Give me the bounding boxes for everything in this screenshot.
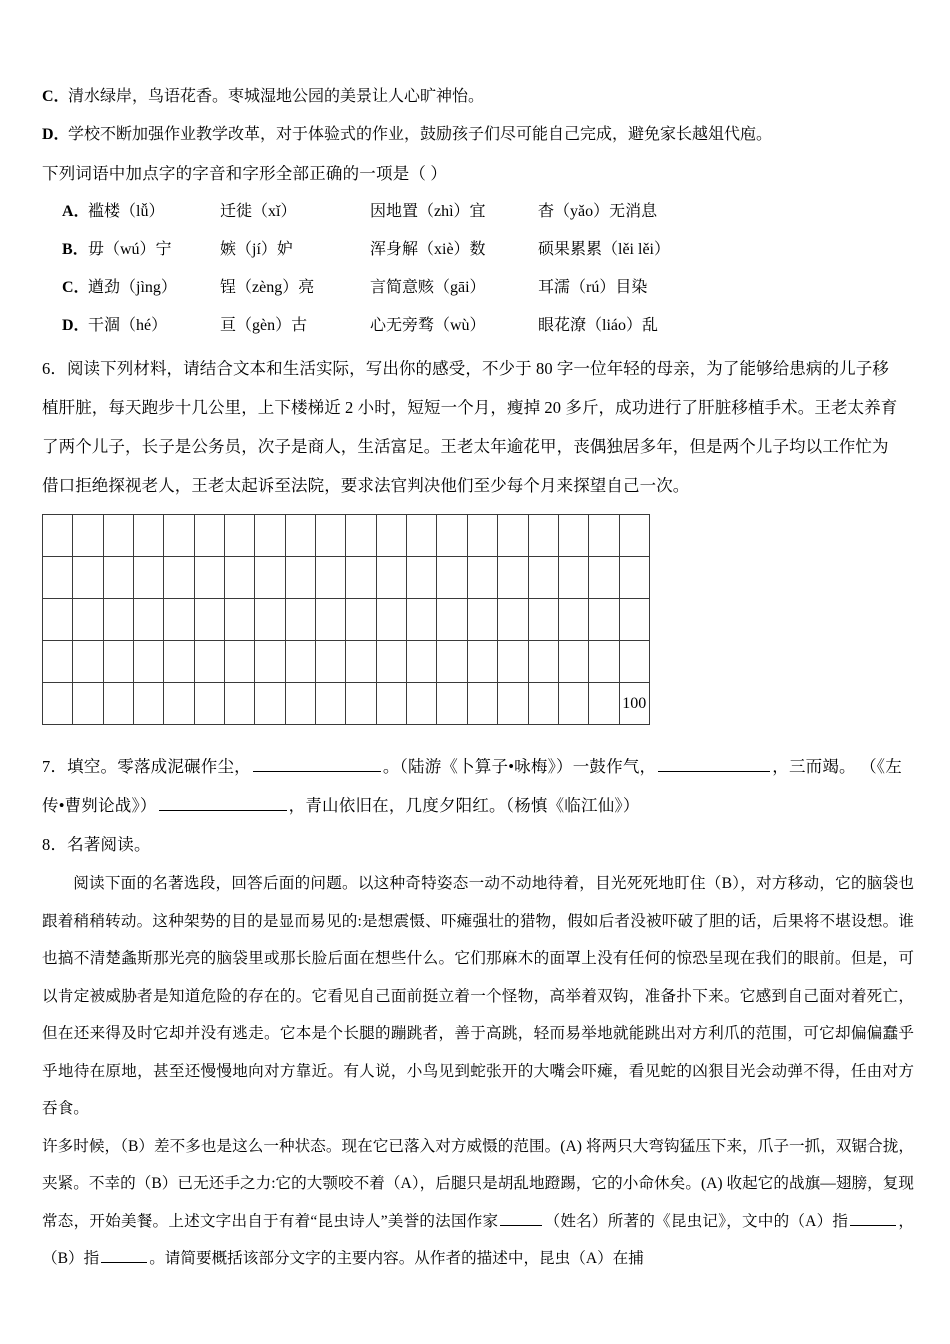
answer-grid-cell[interactable]: [134, 599, 164, 641]
answer-grid-cell[interactable]: [558, 683, 588, 725]
answer-grid-row: [43, 515, 650, 557]
answer-grid-cell[interactable]: [194, 515, 224, 557]
q8-passage-1: 阅读下面的名著选段，回答后面的问题。以这种奇特姿态一动不动地待着，目光死死地盯住（B），对方移动，它的脑袋也跟着稍稍转动。这种架势的目的是显而易见的:是想震慑、吓瘫强壮的猎物，假如后者没被吓破了胆的话，后果将不堪设想。谁也搞不清楚螽斯那光亮的脑袋里或那长脸后面在想些什么。它们那麻木的面罩上没有任何的惊恐呈现在我们的眼前。但是，可以肯定被威胁者是知道危险的存在的。它看见自己面前挺立着一个怪物，高举着双钩，准备扑下来。它感到自己面对着死亡，但在还来得及时它却并没有逃走。它本是个长腿的蹦跳者，善于高跳，轻而易举地就能跳出对方利爪的范围，可它却偏偏蠢乎乎地待在原地，甚至还慢慢地向对方靠近。有人说，小鸟见到蛇张开的大嘴会吓瘫，看见蛇的凶狠目光会动弹不得，任由对方吞食。: [42, 875, 914, 1117]
answer-grid-cell[interactable]: [558, 599, 588, 641]
q5-option-d-col2: 亘（gèn）古: [220, 317, 308, 334]
answer-grid-cell[interactable]: [43, 641, 73, 683]
answer-grid-cell[interactable]: [316, 683, 346, 725]
answer-grid-cell[interactable]: [346, 599, 376, 641]
answer-grid-cell[interactable]: [558, 641, 588, 683]
q8-passage-2-part-a: 许多时候，（B）差不多也是这么一种状态。现在它已落入对方威慑的范围。(A) 将两只大弯钩猛压下来，爪子一抓，双锯合拢，夹紧。不幸的（B）已无还手之力:它的大颚咬不着（A），后腿只是胡乱地蹬踢，它的小命休矣。(A) 收起它的战旗—翅膀，复现常态，开始美餐。上述文字出自于有着“昆虫诗人”美誉的法国作家: [42, 1137, 914, 1230]
q5-option-b-col2: 嫉（jí）妒: [220, 241, 293, 258]
answer-grid-cell[interactable]: [73, 641, 103, 683]
answer-grid-cell[interactable]: [73, 515, 103, 557]
answer-grid-cell[interactable]: [225, 599, 255, 641]
answer-grid-cell[interactable]: [73, 599, 103, 641]
answer-grid-row: [43, 599, 650, 641]
q7-text-b: 。（陆游《卜算子•咏梅》）一鼓作气，: [382, 757, 657, 776]
answer-grid-cell[interactable]: [407, 683, 437, 725]
answer-grid-cell[interactable]: [285, 599, 315, 641]
answer-grid-cell[interactable]: [194, 599, 224, 641]
answer-grid-cell[interactable]: [103, 683, 133, 725]
q5-option-a-col4: 杳（yǎo）无消息: [538, 203, 658, 220]
answer-grid-cell[interactable]: [376, 641, 406, 683]
q5-option-b: [62, 231, 914, 269]
answer-grid-cell[interactable]: [73, 557, 103, 599]
answer-grid-cell[interactable]: [467, 599, 497, 641]
answer-grid-cell[interactable]: [376, 557, 406, 599]
answer-grid-cell[interactable]: [255, 557, 285, 599]
q8-passage-2-part-d: 。请简要概括该部分文字的主要内容。从作者的描述中，昆虫（A）在捕: [149, 1250, 644, 1267]
answer-grid-cell[interactable]: [43, 599, 73, 641]
q5-option-a-letter: A．: [62, 203, 90, 220]
answer-grid-row: [43, 683, 650, 725]
q5-option-d: [62, 307, 914, 345]
q5-option-c-col3: 言简意赅（gāi）: [370, 279, 486, 296]
answer-grid-cell[interactable]: [316, 515, 346, 557]
answer-grid-cell[interactable]: [316, 641, 346, 683]
answer-grid-cell[interactable]: [589, 683, 619, 725]
answer-grid-row: [43, 641, 650, 683]
answer-grid-cell[interactable]: [437, 641, 467, 683]
q5-option-c: [62, 269, 914, 307]
answer-grid-cell[interactable]: [346, 683, 376, 725]
answer-grid-cell[interactable]: [255, 641, 285, 683]
answer-grid-cell[interactable]: [194, 641, 224, 683]
answer-grid-cell[interactable]: [255, 683, 285, 725]
q5-option-c-col4: 耳濡（rú）目染: [538, 279, 648, 296]
answer-grid-cell[interactable]: [285, 515, 315, 557]
answer-grid-cell[interactable]: [589, 515, 619, 557]
q7-line-1: [42, 747, 914, 786]
answer-grid-cell[interactable]: [589, 641, 619, 683]
answer-grid-cell[interactable]: [619, 557, 649, 599]
answer-grid-cell[interactable]: [467, 557, 497, 599]
answer-grid-cell[interactable]: [498, 683, 528, 725]
answer-grid-cell[interactable]: [103, 557, 133, 599]
answer-grid-cell[interactable]: [103, 641, 133, 683]
q5-stem: [42, 154, 914, 193]
answer-grid-cell[interactable]: [134, 515, 164, 557]
answer-grid-cell[interactable]: [255, 599, 285, 641]
answer-grid-cell[interactable]: [194, 683, 224, 725]
answer-grid-cell[interactable]: [346, 515, 376, 557]
q7-blank-1[interactable]: [253, 755, 381, 773]
answer-grid-cell[interactable]: [467, 515, 497, 557]
q7-text-a: 7．填空。零落成泥碾作尘，: [42, 757, 251, 776]
answer-grid-cell[interactable]: [316, 557, 346, 599]
answer-grid-cell[interactable]: [528, 557, 558, 599]
q5-option-d-col1: 干涸（hé）: [88, 317, 168, 334]
answer-grid-cell[interactable]: [225, 683, 255, 725]
answer-grid-cell[interactable]: [103, 515, 133, 557]
answer-grid-cell[interactable]: [407, 557, 437, 599]
q4-option-c-letter: C．: [42, 88, 70, 105]
answer-grid-cell[interactable]: [164, 599, 194, 641]
q5-stem-text: 下列词语中加点字的字音和字形全部正确的一项是（ ）: [42, 164, 448, 183]
q5-option-c-col1: 遒劲（jìng）: [88, 279, 177, 296]
answer-grid-cell[interactable]: [467, 641, 497, 683]
q5-option-c-col2: 锃（zèng）亮: [220, 279, 315, 296]
answer-grid-cell[interactable]: [134, 557, 164, 599]
answer-grid-cell[interactable]: [43, 557, 73, 599]
answer-grid-cell[interactable]: [376, 515, 406, 557]
answer-grid-row: [43, 557, 650, 599]
answer-grid-cell[interactable]: [225, 557, 255, 599]
answer-grid-cell[interactable]: [589, 557, 619, 599]
q8-blank-a[interactable]: [850, 1209, 896, 1226]
q5-option-b-col4: 硕果累累（lěi lěi）: [538, 241, 670, 258]
answer-grid-cell[interactable]: [164, 515, 194, 557]
q5-option-a: [62, 193, 914, 231]
answer-grid-cell[interactable]: [376, 683, 406, 725]
answer-grid-cell[interactable]: [43, 683, 73, 725]
answer-grid-cell[interactable]: [225, 515, 255, 557]
q7-text-c: ，三而竭。 （《左: [772, 757, 902, 776]
q8-blank-b[interactable]: [101, 1246, 147, 1263]
q5-option-c-letter: C．: [62, 279, 90, 296]
answer-grid-cell[interactable]: [316, 599, 346, 641]
answer-grid-cell[interactable]: [467, 683, 497, 725]
q4-option-d-letter: D．: [42, 126, 70, 143]
answer-grid-cell[interactable]: [498, 515, 528, 557]
q4-option-d: [42, 116, 914, 154]
q5-option-a-col3: 因地置（zhì）宜: [370, 203, 486, 220]
q5-option-b-letter: B．: [62, 241, 89, 258]
answer-grid-cell[interactable]: [134, 683, 164, 725]
answer-grid-cell[interactable]: [134, 641, 164, 683]
q5-option-d-col4: 眼花潦（liáo）乱: [538, 317, 658, 334]
q6-line-1: 6．阅读下列材料，请结合文本和生活实际，写出你的感受，不少于 80 字一位年轻的母亲，为了能够给患病的儿子移: [42, 359, 889, 378]
q4-option-d-text: 学校不断加强作业教学改革，对于体验式的作业，鼓励孩子们尽可能自己完成，避免家长越俎代庖。: [68, 126, 773, 143]
answer-grid-cell[interactable]: [437, 515, 467, 557]
answer-grid-cell[interactable]: [407, 641, 437, 683]
answer-grid-cell[interactable]: [437, 683, 467, 725]
q8-passage-2: [42, 1128, 914, 1278]
answer-grid-cell[interactable]: [194, 557, 224, 599]
answer-grid-count-label: 100: [619, 683, 649, 725]
answer-grid-cell[interactable]: [407, 515, 437, 557]
answer-grid-cell[interactable]: [164, 641, 194, 683]
answer-grid-cell[interactable]: [498, 641, 528, 683]
answer-grid-cell[interactable]: [164, 557, 194, 599]
q7-text-e: ，青山依旧在，几度夕阳红。（杨慎《临江仙》）: [288, 796, 640, 815]
q6-line-3: 了两个儿子，长子是公务员，次子是商人，生活富足。王老太年逾花甲，丧偶独居多年，但是两个儿子均以工作忙为: [42, 437, 889, 456]
q5-option-a-col2: 迁徙（xǐ）: [220, 203, 297, 220]
q5-option-b-col1: 毋（wú）宁: [88, 241, 172, 258]
answer-grid-cell[interactable]: [43, 515, 73, 557]
q8-heading: 8．名著阅读。: [42, 835, 151, 854]
answer-grid-cell[interactable]: [528, 683, 558, 725]
answer-grid-cell[interactable]: [619, 515, 649, 557]
q6-line-2: 植肝脏，每天跑步十几公里，上下楼梯近 2 小时，短短一个月，瘦掉 20 多斤，成功进行了肝脏移植手术。王老太养育: [42, 398, 898, 417]
answer-grid-cell[interactable]: [437, 557, 467, 599]
answer-grid-cell[interactable]: [346, 557, 376, 599]
q5-option-d-letter: D．: [62, 317, 90, 334]
q7-blank-3[interactable]: [159, 794, 287, 812]
q6-block: [42, 349, 914, 505]
answer-grid-cell[interactable]: [528, 641, 558, 683]
q8-passage-2-part-b: （姓名）所著的《昆虫记》，文中的（A）指: [544, 1212, 849, 1230]
answer-grid-cell[interactable]: [498, 557, 528, 599]
answer-grid-cell[interactable]: [528, 599, 558, 641]
answer-grid-cell[interactable]: [164, 683, 194, 725]
answer-grid-cell[interactable]: [285, 683, 315, 725]
answer-grid-cell[interactable]: [558, 557, 588, 599]
q5-option-d-col3: 心无旁骛（wù）: [370, 317, 486, 334]
answer-grid-cell[interactable]: [103, 599, 133, 641]
answer-grid-cell[interactable]: [498, 599, 528, 641]
answer-writing-grid[interactable]: [42, 514, 650, 725]
answer-grid-cell[interactable]: [437, 599, 467, 641]
q6-line-4: 借口拒绝探视老人，王老太起诉至法院，要求法官判决他们至少每个月来探望自己一次。: [42, 476, 690, 495]
q7-line-2: [42, 786, 914, 825]
q8-blank-author[interactable]: [500, 1209, 542, 1226]
q4-option-c: [42, 78, 914, 116]
answer-grid-cell[interactable]: [558, 515, 588, 557]
answer-grid-cell[interactable]: [376, 599, 406, 641]
q7-blank-2[interactable]: [658, 755, 770, 773]
answer-grid-cell[interactable]: [528, 515, 558, 557]
q5-option-b-col3: 浑身解（xiè）数: [370, 241, 486, 258]
answer-grid-cell[interactable]: [589, 599, 619, 641]
answer-grid-cell[interactable]: [619, 641, 649, 683]
answer-grid-cell[interactable]: [285, 641, 315, 683]
answer-grid-cell[interactable]: [225, 641, 255, 683]
answer-grid-cell[interactable]: [73, 683, 103, 725]
answer-grid-cell[interactable]: [407, 599, 437, 641]
q7-text-d: 传•曹刿论战》）: [42, 796, 157, 815]
answer-grid-cell[interactable]: [255, 515, 285, 557]
answer-grid-wrapper: [42, 514, 914, 725]
q5-option-a-col1: 褴楼（lǚ）: [88, 203, 165, 220]
answer-grid-cell[interactable]: [346, 641, 376, 683]
answer-grid-cell[interactable]: [619, 599, 649, 641]
q8-passage-2-part-c: ，（B）指: [42, 1212, 914, 1267]
answer-grid-cell[interactable]: [285, 557, 315, 599]
q4-option-c-text: 清水绿岸，鸟语花香。枣城湿地公园的美景让人心旷神怡。: [68, 88, 485, 105]
